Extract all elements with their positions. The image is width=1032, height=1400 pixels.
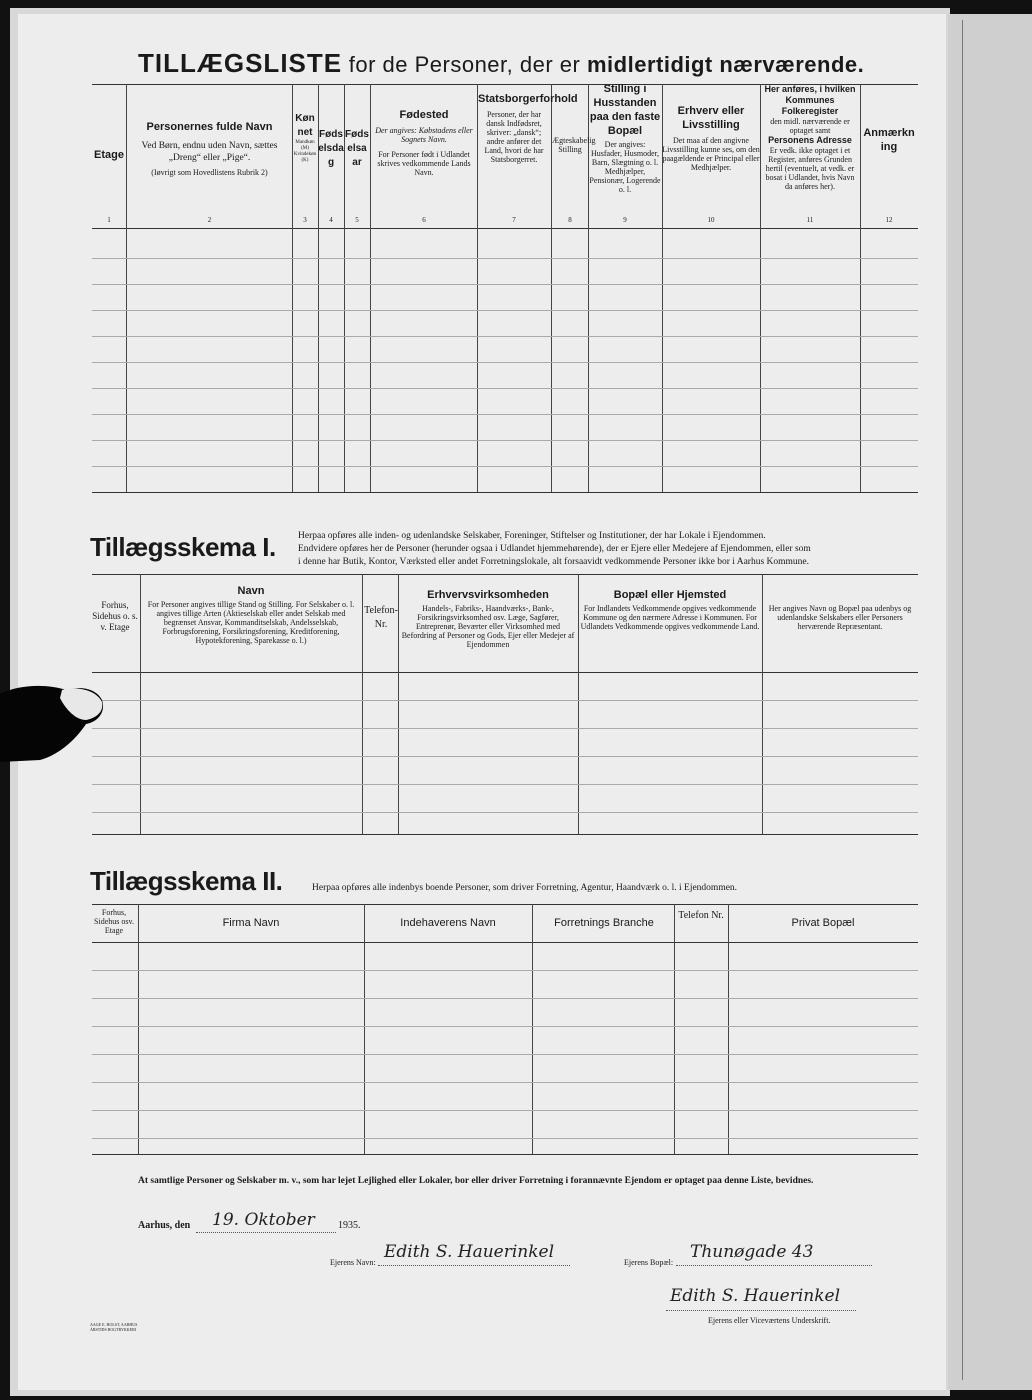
schema1-column-divider [762,574,763,834]
column-number: 5 [355,216,359,224]
schema1-column-divider [140,574,141,834]
section1-table-row-line [92,414,918,415]
schema2-table-row-line [92,1110,918,1111]
owner-name-label: Ejerens Navn: [330,1258,376,1267]
column-number: 7 [512,216,516,224]
date-handwritten: 19. Oktober [212,1210,315,1230]
section1-table-row-line [92,362,918,363]
col-navn: Personernes fulde Navn Ved Børn, endnu uden Navn, sættes „Dreng“ eller „Pige“. (Iøvrigt som Hovedlistens Rubrik 2) [141,121,278,177]
column-number: 10 [707,216,715,224]
section1-table-row-line [92,440,918,441]
schema2-table-row-line [92,1138,918,1139]
schema1-table-row-line [92,756,918,757]
col-statsborgerforhold: Statsborgerforhold Personer, der har dansk Indfødsret, skriver: „dansk“; andre anfører det Land, hvori de har Statsborgerret. [478,93,578,164]
schema1-col-etage: Forhus, Sidehus o. s. v. Etage [92,600,138,632]
schema2-col-firma: Firma Navn [222,917,280,929]
schema2-col-telefon: Telefon Nr. [678,910,724,921]
column-number: 1 [107,216,111,224]
title-bold: TILLÆGSLISTE [138,48,343,78]
schema1-col-navn: Navn For Personer angives tillige Stand og Stilling. For Selskaber o. l. angives tillige Arten (Aktieselskab eller andet Selskab med begrænset Ansvar, Kommanditselskab, Andelsselskab, Forbrugsforening, Forsikringsforening, Kreditforening, Hypotekforening, Sparekasse o. l.) [147,585,355,645]
col-folkeregister: Her anføres, i hvilken Kommunes Folkeregister den midl. nærværende er optaget samt Personens Adresse Er vedk. ikke optaget i et Register, anføres Grunden hertil (eventuelt, at vedk. er bosat i Udlandet, hvis Navn da anføres her). [764,84,856,191]
schema1-title: Tillægsskema I. [90,532,276,562]
place-label: Aarhus, den [138,1220,191,1231]
col-koennet: Kønnet Mandkøn (M) Kvindekøn (K) [293,113,317,163]
schema2-column-divider [138,904,139,1154]
column-number: 11 [806,216,814,224]
column-number: 9 [623,216,627,224]
schema1-column-divider [578,574,579,834]
schema2-description: Herpaa opføres alle indenbys boende Personer, som driver Forretning, Agentur, Haandværk o. l. i Ejendommen. [312,883,738,893]
schema1-column-divider [398,574,399,834]
schema2-table-row-line [92,1082,918,1083]
section1-table-row-line [92,258,918,259]
schema1-table-row-line [92,728,918,729]
schema2-column-divider [674,904,675,1154]
column-number: 12 [885,216,893,224]
schema1-table-row-line [92,812,918,813]
section1-table-row-line [92,336,918,337]
schema1-table-row-line [92,700,918,701]
section1-table-row-line [92,388,918,389]
schema2-title: Tillægsskema II. [90,866,283,896]
schema1-col-repraesentant: Her angives Navn og Bopæl paa udenbys og udenlandske Selskabers eller Personers herværende Repræsentant. [768,604,912,631]
col-erhverv: Erhverv eller Livsstilling Det maa af den angivne Livsstilling kunne ses, om den paagældende er Principal eller Medhjælper. [662,105,760,172]
column-number: 3 [303,216,307,224]
col-etage: Etage [94,149,124,161]
section1-table-row-line [92,284,918,285]
year: 1935. [338,1220,361,1231]
col-aegteskabelig: Ægteskabelig Stilling [552,136,596,154]
page-fold-line [962,20,963,1380]
col-stilling: Stilling i Husstanden paa den faste Bopæl Der angives: Husfader, Husmoder, Barn, Slægtning o. l. Medhjælper, Pensionær, Logerende o. l. [589,83,661,194]
schema2-col-etage: Forhus, Sidehus osv. Etage [94,908,134,935]
section1-table-row-line [92,310,918,311]
thumb-image [0,684,104,764]
printer-imprint: AAGE E. HOLST, AARHUS ÅRSTIDS BOGTRYKKERI [90,1322,138,1332]
schema2-table-row-line [92,998,918,999]
column-number: 2 [207,216,212,224]
section1-column-divider [860,84,861,492]
title-bold-2: midlertidigt nærværende. [586,52,865,77]
owner-address-label: Ejerens Bopæl: [624,1258,674,1267]
title-normal: for de Personer, der er [348,52,581,77]
signature-label: Ejerens eller Viceværtens Underskrift. [708,1316,831,1325]
schema1-col-erhverv: Erhvervsvirksomheden Handels-, Fabriks-, Haandværks-, Bank-, Forsikringsvirksomhed osv. Læge, Sagfører, Entreprenør, Beværter eller Virksomhed med Befordring af Personer og Gods, Ejer eller Medejer af Ejendommen [401,589,575,649]
column-number: 8 [568,216,572,224]
schema2-table-row-line [92,1054,918,1055]
schema2-col-branche: Forretnings Branche [554,917,654,929]
schema1-table-row-line [92,784,918,785]
schema2-column-divider [364,904,365,1154]
section1-table-row-line [92,466,918,467]
schema2-table-row-line [92,970,918,971]
section1-title [138,48,864,79]
schema1-description: Herpaa opføres alle inden- og udenlandske Selskaber, Foreninger, Stiftelser og Institutioner, der har Lokale i Ejendommen. Endvidere opføres her de Personer (herunder ogsaa i Udlandet hjemmehørende), der er Ejere eller Medejere af Ejendommen, eller som i denne har Butik, Kontor, Værksted eller andet Forretningslokale, alt forsaavidt vedkommende Personer ikke bor i Aarhus Kommune. [298,531,811,567]
column-number: 4 [329,216,333,224]
owner-address-handwritten: Thunøgade 43 [690,1242,814,1262]
schema1-col-bopael: Bopæl eller Hjemsted For Indlandets Vedkommende opgives vedkommende Kommune og den nærmere Adresse i Kommunen. For Udlandets Vedkommende opgives vedkommende Land. [580,589,760,631]
schema2-table-row-line [92,1026,918,1027]
schema1-column-divider [362,574,363,834]
declaration-text: At samtlige Personer og Selskaber m. v., som har lejet Lejlighed eller Lokaler, bor eller driver Forretning i forannævnte Ejendom er optaget paa denne Liste, bevidnes. [138,1176,814,1186]
column-number: 6 [422,216,426,224]
schema2-col-indehaver: Indehaverens Navn [400,917,496,929]
col-foedselsaar: Fødselsaar [345,129,369,168]
owner-name-handwritten: Edith S. Hauerinkel [384,1242,555,1262]
signature-handwritten: Edith S. Hauerinkel [670,1286,841,1306]
schema1-col-telefon: Telefon-Nr. [364,605,398,630]
schema2-column-divider [728,904,729,1154]
schema2-col-bopael: Privat Bopæl [791,917,855,929]
schema2-column-divider [532,904,533,1154]
col-foedselsdag: Fødselsdag [318,129,344,168]
col-anmaerkning: Anmærkning [863,127,915,153]
col-foedested: Fødested Der angives: Købstadens eller Sognets Navn. For Personer født i Udlandet skrives vedkommende Lands Navn. [375,109,473,177]
next-page-edge [948,14,1032,1390]
